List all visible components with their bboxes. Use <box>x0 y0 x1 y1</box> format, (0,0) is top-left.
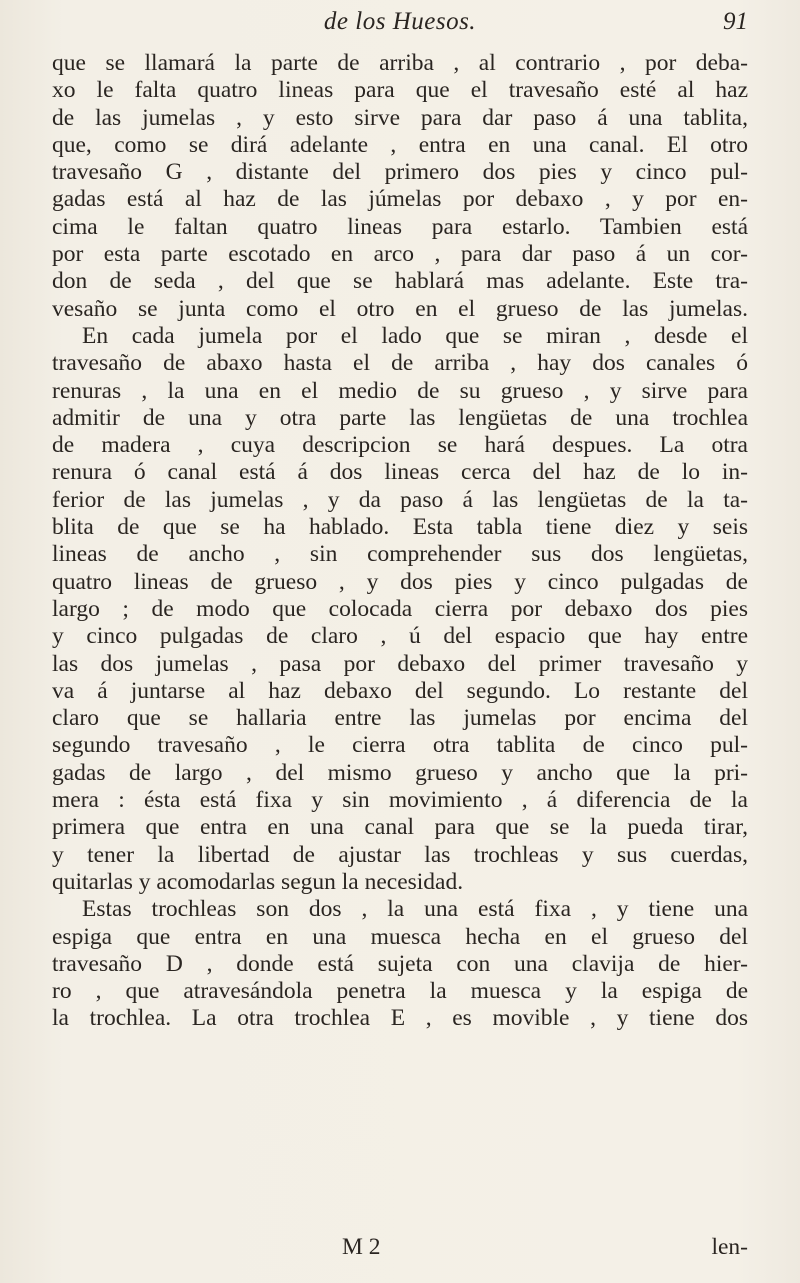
text-line: ferior de las jumelas , y da paso á las lengüetas de la ta- <box>52 486 748 513</box>
catchword: len- <box>711 1234 748 1260</box>
text-line: quatro lineas de grueso , y dos pies y cinco pulgadas de <box>52 568 748 595</box>
text-line: cima le faltan quatro lineas para estarlo. Tambien está <box>52 213 748 240</box>
text-line: gadas de largo , del mismo grueso y ancho que la pri- <box>52 759 748 786</box>
body-text <box>52 50 748 1033</box>
page-number: 91 <box>723 8 748 35</box>
text-line: xo le falta quatro lineas para que el travesaño esté al haz <box>52 77 748 104</box>
text-line: lineas de ancho , sin comprehender sus dos lengüetas, <box>52 541 748 568</box>
text-line: y cinco pulgadas de claro , ú del espacio que hay entre <box>52 623 748 650</box>
paragraph-first-line: En cada jumela por el lado que se miran , desde el <box>82 322 748 349</box>
text-line: vesaño se junta como el otro en el grueso de las jumelas. <box>52 295 748 322</box>
text-line: mera : ésta está fixa y sin movimiento , á diferencia de la <box>52 787 748 814</box>
text-line: las dos jumelas , pasa por debaxo del primer travesaño y <box>52 650 748 677</box>
text-line: largo ; de modo que colocada cierra por debaxo dos pies <box>52 595 748 622</box>
text-line: que, como se dirá adelante , entra en una canal. El otro <box>52 131 748 158</box>
text-line: segundo travesaño , le cierra otra tablita de cinco pul- <box>52 732 748 759</box>
text-line: por esta parte escotado en arco , para dar paso á un cor- <box>52 241 748 268</box>
text-line: claro que se hallaria entre las jumelas por encima del <box>52 705 748 732</box>
text-line: va á juntarse al haz debaxo del segundo. Lo restante del <box>52 677 748 704</box>
signature-mark: M 2 <box>342 1234 381 1260</box>
text-line: primera que entra en una canal para que se la pueda tirar, <box>52 814 748 841</box>
text-line: gadas está al haz de las júmelas por debaxo , y por en- <box>52 186 748 213</box>
text-line: la trochlea. La otra trochlea E , es movible , y tiene dos <box>52 1005 748 1032</box>
text-line: travesaño D , donde está sujeta con una clavija de hier- <box>52 950 748 977</box>
text-line: don de seda , del que se hablará mas adelante. Este tra- <box>52 268 748 295</box>
text-line: ro , que atravesándola penetra la muesca y la espiga de <box>52 978 748 1005</box>
text-line: blita de que se ha hablado. Esta tabla tiene diez y seis <box>52 514 748 541</box>
text-line: renuras , la una en el medio de su grueso , y sirve para <box>52 377 748 404</box>
text-line: de madera , cuya descripcion se hará despues. La otra <box>52 432 748 459</box>
paragraph-last-line: quitarlas y acomodarlas segun la necesidad. <box>52 868 464 895</box>
running-head: de los Huesos. <box>323 8 477 35</box>
text-line: espiga que entra en una muesca hecha en el grueso del <box>52 923 748 950</box>
text-line: de las jumelas , y esto sirve para dar paso á una tablita, <box>52 104 748 131</box>
text-line: travesaño G , distante del primero dos pies y cinco pul- <box>52 159 748 186</box>
page-header <box>52 4 748 44</box>
page-footer <box>52 1234 748 1264</box>
text-line: y tener la libertad de ajustar las trochleas y sus cuerdas, <box>52 841 748 868</box>
text-line: que se llamará la parte de arriba , al contrario , por deba- <box>52 50 748 76</box>
text-line: travesaño de abaxo hasta el de arriba , hay dos canales ó <box>52 350 748 377</box>
text-line: renura ó canal está á dos lineas cerca del haz de lo in- <box>52 459 748 486</box>
paragraph-first-line: Estas trochleas son dos , la una está fixa , y tiene una <box>82 896 748 923</box>
text-line: admitir de una y otra parte las lengüetas de una trochlea <box>52 404 748 431</box>
